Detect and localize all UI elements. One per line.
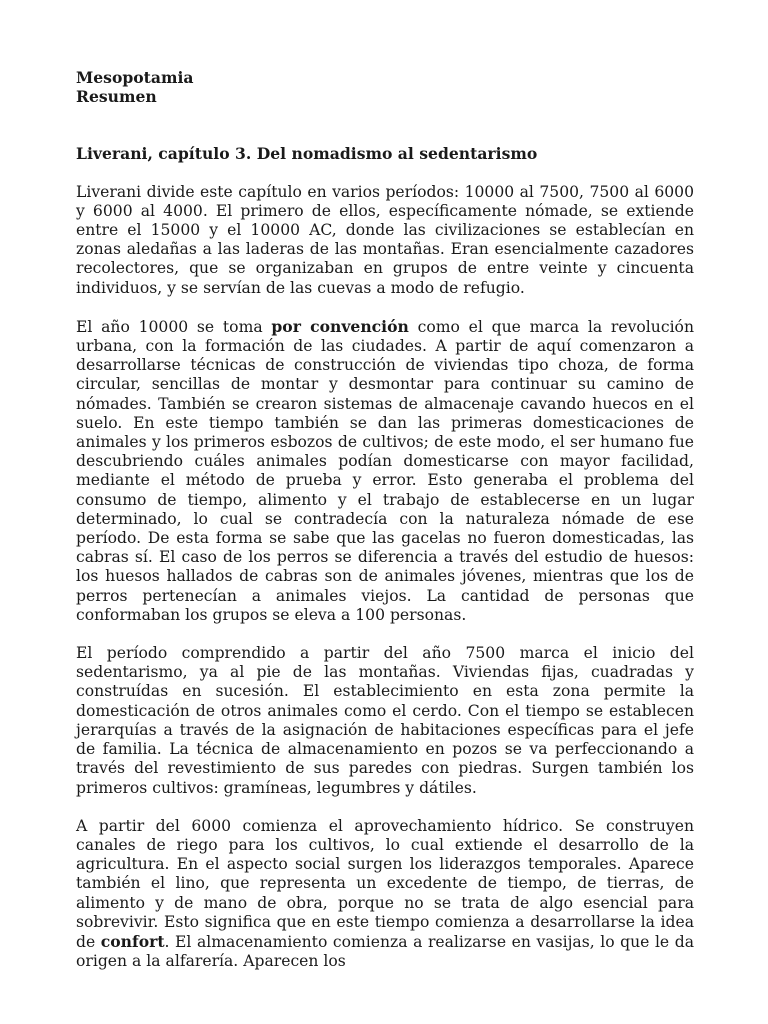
document-subtitle: Resumen [76,87,157,107]
paragraph-1: Liverani divide este capítulo en varios períodos: 10000 al 7500, 7500 al 6000 y 6000 al 4000. El primero de ellos, específicamente nómade, se extiende entre el 15000 y el 10000 AC, donde las civilizaciones se establecían en zonas aledañas a las laderas de las montañas. Eran esencialmente cazadores recolectores, que se organizaban en grupos de entre veinte y cincuenta individuos, y se servían de las cuevas a modo de refugio. [76,182,694,297]
paragraph-2-bold-term: por convención [271,316,409,336]
paragraph-4-text-end: . El almacenamiento comienza a realizarse en vasijas, lo que le da origen a la alfarería. Aparecen los [76,932,694,971]
paragraph-4-text-start: A partir del 6000 comienza el aprovechamiento hídrico. Se construyen canales de riego para los cultivos, lo cual extiende el desarrollo de la agricultura. En el aspecto social surgen los liderazgos temporales. Aparece también el lino, que representa un excedente de tiempo, de tierras, de alimento y de mano de obra, porque no se trata de algo esencial para sobrevivir. Esto significa que en este tiempo comienza a desarrollarse la idea de [76,816,694,951]
paragraph-2-text-start: El año 10000 se toma [76,317,272,336]
paragraph-2 [76,317,694,625]
document-page [76,68,694,971]
paragraph-2-text-end: como el que marca la revolución urbana, con la formación de las ciudades. A partir de aquí comenzaron a desarrollarse técnicas de construcción de viviendas tipo choza, de forma circular, sencillas de montar y desmontar para continuar su camino de nómades. También se crearon sistemas de almacenaje cavando huecos en el suelo. En este tiempo también se dan las primeras domesticaciones de animales y los primeros esbozos de cultivos; de este modo, el ser humano fue descubriendo cuáles animales podían domesticarse con mayor facilidad, mediante el método de prueba y error. Esto generaba el problema del consumo de tiempo, alimento y el trabajo de establecerse en un lugar determinado, lo cual se contradecía con la naturaleza nómade de ese período. De esta forma se sabe que las gacelas no fueron domesticadas, las cabras sí. El caso de los perros se diferencia a través del estudio de huesos: los huesos hallados de cabras son de animales jóvenes, mientras que los de perros pertenecían a animales viejos. La cantidad de personas que conformaban los grupos se eleva a 100 personas. [76,317,694,624]
chapter-title: Liverani, capítulo 3. Del nomadismo al sedentarismo [76,144,538,164]
paragraph-3: El período comprendido a partir del año 7500 marca el inicio del sedentarismo, ya al pie de las montañas. Viviendas fijas, cuadradas y construídas en sucesión. El establecimiento en esta zona permite la domesticación de otros animales como el cerdo. Con el tiempo se establecen jerarquías a través de la asignación de habitaciones específicas para el jefe de familia. La técnica de almacenamiento en pozos se va perfeccionando a través del revestimiento de sus paredes con piedras. Surgen también los primeros cultivos: gramíneas, legumbres y dátiles. [76,644,694,797]
paragraph-4-bold-term: confort [100,931,165,951]
document-title: Mesopotamia [76,68,194,87]
paragraph-4 [76,817,694,972]
